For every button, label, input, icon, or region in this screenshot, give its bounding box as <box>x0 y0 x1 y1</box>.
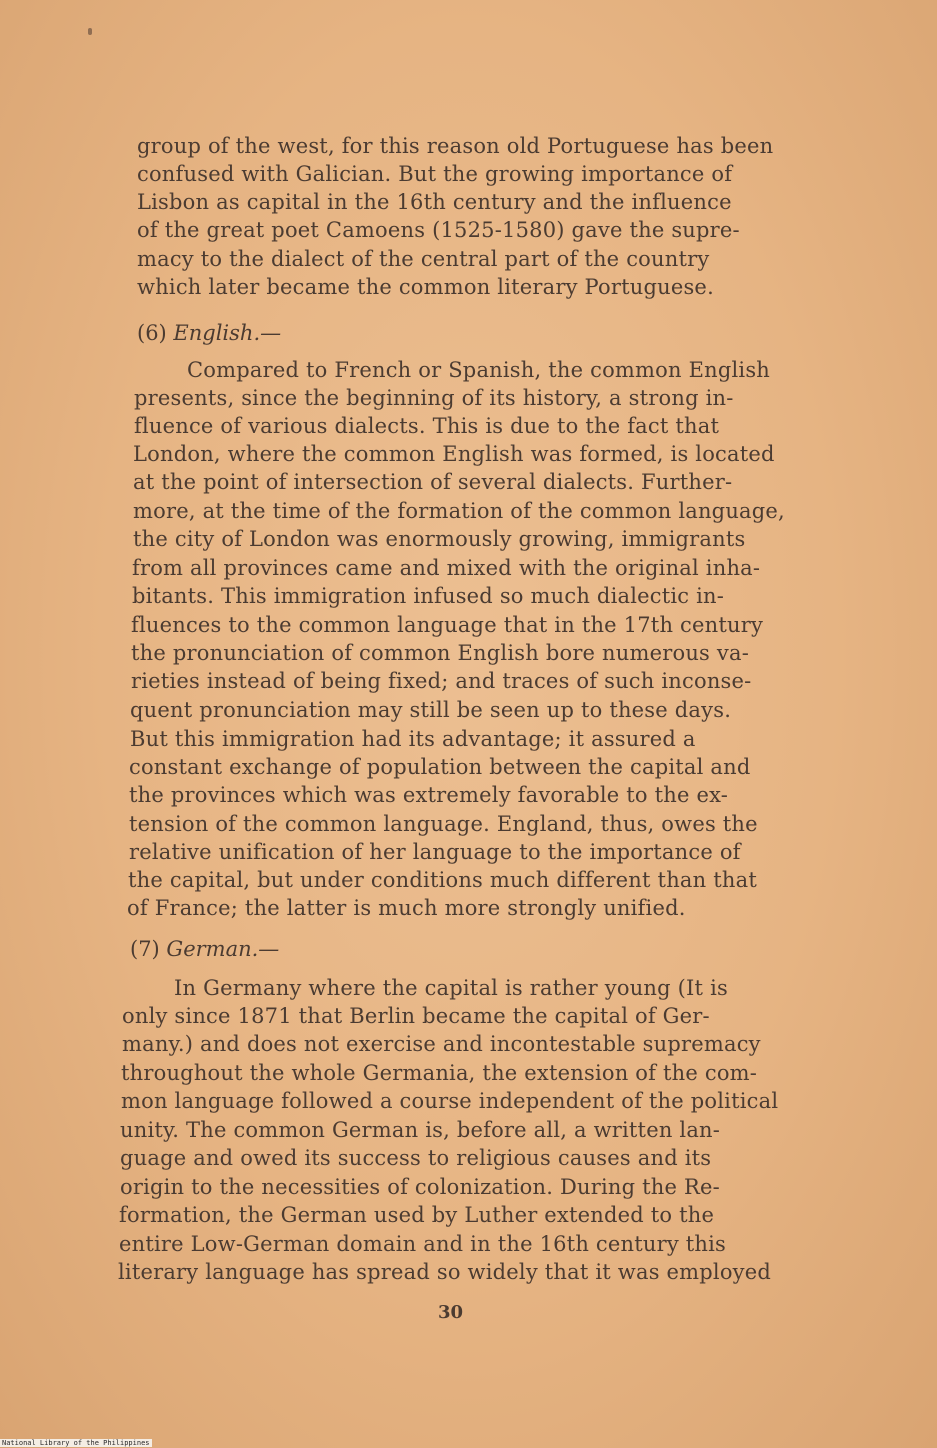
text-line: presents, since the beginning of its history, a strong in- <box>134 386 734 410</box>
text-line: Compared to French or Spanish, the common English <box>187 358 771 382</box>
text-line: fluence of various dialects. This is due to the fact that <box>134 414 720 438</box>
section-title: German.— <box>166 937 280 961</box>
text-line: group of the west, for this reason old Portuguese has been <box>137 134 774 158</box>
text-line: quent pronunciation may still be seen up to these days. <box>130 698 732 722</box>
text-line: tension of the common language. England, thus, owes the <box>129 812 758 836</box>
text-line: constant exchange of population between the capital and <box>129 755 751 779</box>
text-line: formation, the German used by Luther extended to the <box>119 1203 715 1227</box>
text-line: of France; the latter is much more strongly unified. <box>127 896 686 920</box>
text-line: the provinces which was extremely favorable to the ex- <box>129 783 729 807</box>
text-line: macy to the dialect of the central part of the country <box>137 247 710 271</box>
text-line: the capital, but under conditions much different than that <box>128 868 757 892</box>
text-line: from all provinces came and mixed with the original inha- <box>132 556 761 580</box>
text-line: fluences to the common language that in the 17th century <box>131 613 764 637</box>
text-line: many.) and does not exercise and incontestable supremacy <box>122 1032 761 1056</box>
text-line: at the point of intersection of several dialects. Further- <box>133 470 733 494</box>
text-line: In Germany where the capital is rather young (It is <box>174 976 728 1000</box>
section-heading-german <box>130 936 279 962</box>
text-line: origin to the necessities of colonization. During the Re- <box>120 1175 720 1199</box>
text-line: confused with Galician. But the growing importance of <box>137 162 733 186</box>
page-number: 30 <box>438 1302 464 1323</box>
text-line: London, where the common English was formed, is located <box>133 442 775 466</box>
text-line: of the great poet Camoens (1525-1580) gave the supre- <box>137 218 740 242</box>
section-title: English.— <box>173 321 282 345</box>
text-line: entire Low-German domain and in the 16th century this <box>119 1232 727 1256</box>
text-line: rieties instead of being fixed; and traces of such inconse- <box>131 669 752 693</box>
text-line: Lisbon as capital in the 16th century and the influence <box>137 190 732 214</box>
text-line: guage and owed its success to religious causes and its <box>120 1146 712 1170</box>
text-line: throughout the whole Germania, the extension of the com- <box>121 1061 758 1085</box>
text-line: which later became the common literary Portuguese. <box>137 275 714 299</box>
section-number: (7) <box>130 937 167 961</box>
section-heading-english <box>137 320 281 346</box>
library-footer: National Library of the Philippines <box>2 1439 150 1447</box>
text-line: more, at the time of the formation of the common language, <box>133 499 785 523</box>
text-line: the city of London was enormously growing, immigrants <box>133 527 746 551</box>
text-line: literary language has spread so widely that it was employed <box>118 1260 772 1284</box>
text-line: unity. The common German is, before all, a written lan- <box>120 1118 721 1142</box>
text-line: only since 1871 that Berlin became the capital of Ger- <box>122 1004 710 1028</box>
text-line: relative unification of her language to the importance of <box>129 840 741 864</box>
text-line: the pronunciation of common English bore numerous va- <box>131 641 749 665</box>
text-line: bitants. This immigration infused so much dialectic in- <box>132 584 725 608</box>
section-number: (6) <box>137 321 174 345</box>
text-line: But this immigration had its advantage; it assured a <box>130 727 696 751</box>
text-line: mon language followed a course independent of the political <box>121 1089 779 1113</box>
